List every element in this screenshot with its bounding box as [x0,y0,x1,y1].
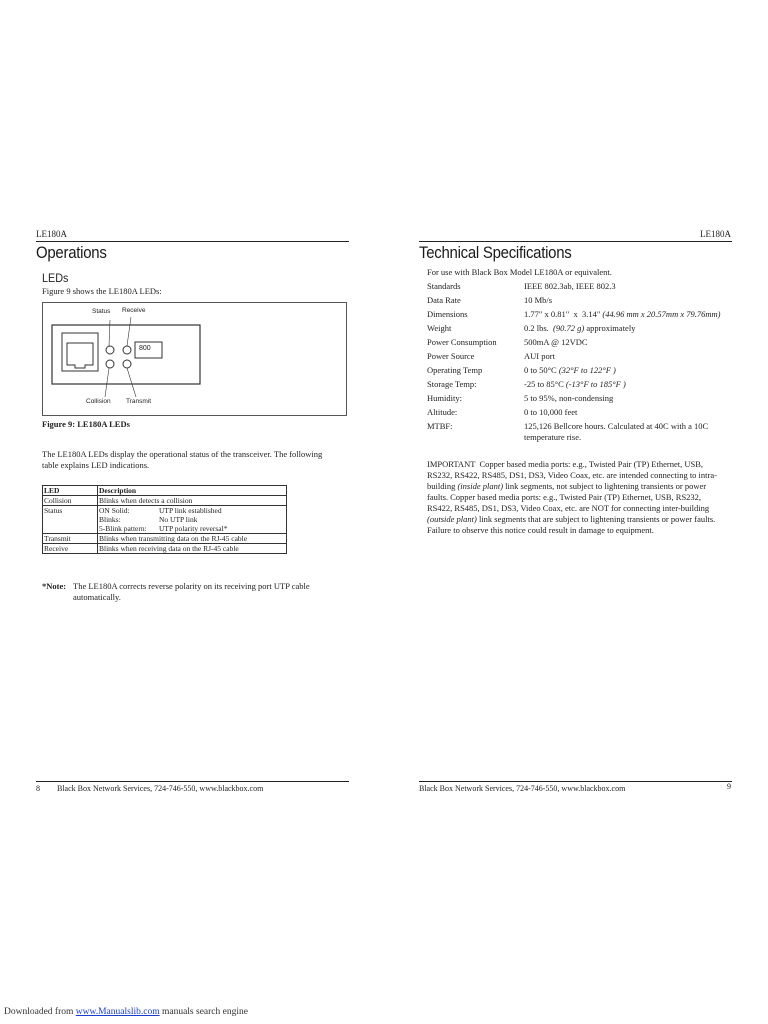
manualslib-link[interactable]: www.Manualslib.com [75,1007,160,1017]
status-state: Blinks: [99,515,121,524]
spec-value-cont: temperature rise. [524,432,582,442]
led-name: Status [43,506,98,534]
left-page-title: Operations [36,243,107,262]
spec-label: Operating Temp [427,365,483,375]
leds-paragraph-line1: The LE180A LEDs display the operational status of the transceiver. The following [42,449,323,459]
status-state: 5-Blink pattern: [99,524,147,533]
note-line2: automatically. [73,592,121,602]
led-description: Blinks when transmitting data on the RJ-45 cable [98,534,287,544]
spec-value: 0 to 50°C (32°F to 122°F ) [524,365,616,375]
left-page-number: 8 [36,784,40,793]
left-footer: Black Box Network Services, 724-746-550, www.blackbox.com [57,784,264,793]
leds-paragraph-line2: table explains LED indications. [42,460,150,470]
spec-label: Standards [427,281,461,291]
right-header-rule [419,241,732,242]
status-state: ON Solid: [99,506,130,515]
figure-caption: Figure 9: LE180A LEDs [42,419,130,429]
transmit-label: Transmit [126,398,152,405]
receive-label: Receive [122,307,146,314]
right-footer-rule [419,781,732,782]
spec-value: 10 Mb/s [524,295,553,305]
table-row [43,544,287,554]
table-row [43,496,287,506]
spec-label: Storage Temp: [427,379,477,389]
spec-label: Weight [427,323,452,333]
figure-intro: Figure 9 shows the LE180A LEDs: [42,286,162,296]
spec-value: 0.2 lbs. (90.72 g) approximately [524,323,636,333]
note-line1: The LE180A corrects reverse polarity on its receiving port UTP cable [73,581,310,591]
spec-label: Dimensions [427,309,468,319]
spec-value: -25 to 85°C (-13°F to 185°F ) [524,379,626,389]
spec-value: 1.77" x 0.81" x 3.14" (44.96 mm x 20.57mm x 79.76mm) [524,309,721,319]
right-footer: Black Box Network Services, 724-746-550, www.blackbox.com [419,784,626,793]
spec-label: Altitude: [427,407,458,417]
led-description: Blinks when receiving data on the RJ-45 cable [98,544,287,554]
col-description-header: Description [98,486,287,496]
spec-label: Humidity: [427,393,462,403]
spec-label: Data Rate [427,295,461,305]
led-table [42,485,287,554]
collision-label: Collision [86,398,111,405]
right-page-number: 9 [727,782,731,791]
spec-value: 0 to 10,000 feet [524,407,578,417]
spec-label: MTBF: [427,421,453,431]
right-page-title: Technical Specifications [419,243,572,262]
specs-intro: For use with Black Box Model LE180A or equivalent. [427,267,612,277]
led-figure [42,302,347,416]
important-notice: IMPORTANT Copper based media ports: e.g., Twisted Pair (TP) Ethernet, USB, RS232, RS422, RS485, DS1, DS3, Video Coax, etc. are intended connecting to intra- building (inside plant) link segments, not subject to lightening transients or power faults. Copper based media ports: e.g., Twisted Pair (TP) Ethernet, USB, RS232, RS422, RS485, DS1, DS3, Video Coax, etc. are NOT for connecting inter-building (outside plant) link segments that are subject to lightening transients or power faults. Failure to observe this notice could result in damage to equipment. [427,459,717,535]
spec-label: Power Consumption [427,337,497,347]
left-header: LE180A [36,229,67,239]
panel-display-label: 800 [139,345,151,352]
right-header: LE180A [700,229,731,239]
status-meaning: UTP polarity reversal* [159,524,228,533]
led-name: Collision [43,496,98,506]
led-table-header [43,486,287,496]
led-name: Transmit [43,534,98,544]
download-notice: Downloaded from www.Manualslib.com manuals search engine [4,1007,248,1017]
spec-value: 500mA @ 12VDC [524,337,588,347]
note-label: *Note: [42,581,67,591]
led-description: Blinks when detects a collision [98,496,287,506]
left-footer-rule [36,781,349,782]
spec-value: 5 to 95%, non-condensing [524,393,614,403]
status-label: Status [92,308,111,315]
table-row [43,506,287,534]
spec-value: 125,126 Bellcore hours. Calculated at 40C with a 10C [524,421,709,431]
spec-label: Power Source [427,351,475,361]
table-row [43,534,287,544]
status-meaning: UTP link established [159,506,222,515]
leds-section-heading: LEDs [42,271,69,285]
left-header-rule [36,241,349,242]
spec-value: IEEE 802.3ab, IEEE 802.3 [524,281,616,291]
spec-value: AUI port [524,351,555,361]
led-description [98,506,287,534]
led-name: Receive [43,544,98,554]
col-led-header: LED [43,486,98,496]
status-meaning: No UTP link [159,515,198,524]
